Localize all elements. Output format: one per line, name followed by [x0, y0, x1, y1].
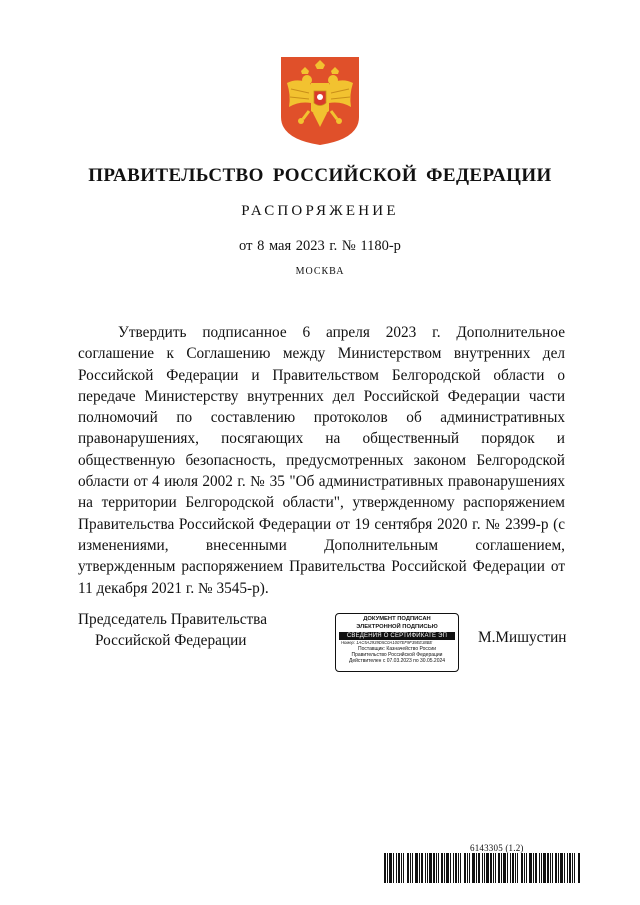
- barcode-bar: [521, 853, 523, 883]
- barcode-bar: [410, 853, 411, 883]
- barcode-bar: [510, 853, 511, 883]
- signer-position-line1: Председатель Правительства: [78, 611, 267, 628]
- barcode-bar: [484, 853, 485, 883]
- document-place: МОСКВА: [295, 266, 345, 277]
- barcode-bar: [436, 853, 437, 883]
- barcode-bar: [427, 853, 428, 883]
- barcode-bar: [460, 853, 461, 883]
- barcode-bar: [425, 853, 426, 883]
- barcode-bar: [541, 853, 542, 883]
- barcode-bar: [533, 853, 534, 883]
- barcode-bar: [389, 853, 392, 883]
- barcode-bar: [539, 853, 540, 883]
- barcode-bar: [467, 853, 468, 883]
- barcode-bar: [552, 853, 553, 883]
- barcode-bar: [438, 853, 439, 883]
- barcode-bar: [555, 853, 557, 883]
- barcode-bar: [393, 853, 394, 883]
- russian-coat-of-arms-icon: [279, 55, 361, 146]
- electronic-signature-stamp: [335, 613, 459, 672]
- barcode-bar: [450, 853, 451, 883]
- barcode-bar: [529, 853, 532, 883]
- ecp-validity: Действителен с 07.03.2023 по 30.05.2024: [348, 657, 446, 664]
- barcode-bar: [574, 853, 575, 883]
- barcode-bar: [429, 853, 432, 883]
- barcode-icon: [384, 853, 580, 883]
- barcode-bar: [524, 853, 525, 883]
- barcode-bar: [387, 853, 388, 883]
- signer-position: [78, 609, 298, 651]
- barcode-bar: [564, 853, 565, 883]
- document-body: Утвердить подписанное 6 апреля 2023 г. Дополнительное соглашение к Соглашению между Министерством внутренних дел Российской Федерации и Правительством Белгородской области о передаче Министерству внутренних дел Российской Федерации части полномочий по составлению протоколов об административных правонарушениях, посягающих на общественный порядок и общественную безопасность, предусмотренных законом Белгородской области от 4 июля 2002 г. № 35 "Об административных правонарушениях на территории Белгородской области", утвержденному распоряжением Правительства Российской Федерации от 19 сентября 2020 г. № 2399-р (с изменениями, внесенными Дополнительным соглашением, утвержденным распоряжением Правительства Российской Федерации от 11 декабря 2021 г. № 3545-р).: [78, 324, 565, 597]
- barcode-bar: [476, 853, 477, 883]
- barcode-bar: [512, 853, 514, 883]
- barcode-bar: [401, 853, 402, 883]
- ecp-title-line1: ДОКУМЕНТ ПОДПИСАН: [363, 616, 431, 622]
- barcode-bar: [507, 853, 508, 883]
- barcode-bar: [446, 853, 449, 883]
- barcode-bar: [560, 853, 563, 883]
- ecp-owner-line2: Правительство Российской Федерации: [351, 651, 443, 658]
- barcode-bar: [464, 853, 466, 883]
- barcode-bar: [578, 853, 580, 883]
- barcode-bar: [441, 853, 443, 883]
- barcode-bar: [515, 853, 516, 883]
- barcode-bar: [517, 853, 518, 883]
- barcode-bar: [486, 853, 489, 883]
- barcode-bar: [503, 853, 506, 883]
- barcode-bar: [396, 853, 397, 883]
- signer-name: М.Мишустин: [478, 629, 567, 646]
- barcode-bar: [444, 853, 445, 883]
- barcode-bar: [501, 853, 502, 883]
- barcode-bar: [469, 853, 470, 883]
- barcode-bar: [547, 853, 549, 883]
- barcode-bar: [569, 853, 571, 883]
- ecp-certificate-label: СВЕДЕНИЯ О СЕРТИФИКАТЕ ЭП: [339, 632, 455, 640]
- barcode-bar: [398, 853, 400, 883]
- barcode-bar: [455, 853, 457, 883]
- barcode-bar: [498, 853, 500, 883]
- ecp-title-line2: ЭЛЕКТРОННОЙ ПОДПИСЬЮ: [356, 624, 438, 631]
- barcode-bar: [407, 853, 409, 883]
- barcode-bar: [433, 853, 435, 883]
- barcode-bar: [412, 853, 413, 883]
- government-title: ПРАВИТЕЛЬСТВО РОССИЙСКОЙ ФЕДЕРАЦИИ: [88, 165, 552, 186]
- barcode-bar: [490, 853, 492, 883]
- barcode-bar: [403, 853, 404, 883]
- ecp-owner-line1: Поставщик: Казначейство России: [357, 645, 436, 652]
- document-date-number: от 8 мая 2023 г. № 1180-р: [239, 238, 401, 254]
- barcode-bar: [567, 853, 568, 883]
- barcode-bar: [535, 853, 537, 883]
- barcode-bar: [482, 853, 483, 883]
- barcode-bar: [419, 853, 420, 883]
- barcode-bar: [550, 853, 551, 883]
- barcode-bar: [558, 853, 559, 883]
- barcode-bar: [493, 853, 494, 883]
- ecp-certificate-number: Номер: 1AC5A2939D5C0A1007EF9F39EE38BE: [341, 639, 433, 645]
- barcode-bar: [572, 853, 573, 883]
- barcode-bar: [458, 853, 459, 883]
- barcode-bar: [453, 853, 454, 883]
- barcode-bar: [495, 853, 496, 883]
- barcode-bar: [415, 853, 418, 883]
- barcode-bar: [478, 853, 480, 883]
- barcode-bar: [526, 853, 527, 883]
- document-type: РАСПОРЯЖЕНИЕ: [241, 203, 399, 219]
- barcode-bar: [543, 853, 546, 883]
- signer-position-line2: Российской Федерации: [95, 632, 247, 649]
- barcode-bar: [472, 853, 475, 883]
- document-code: 6143305 (1.2): [470, 843, 524, 853]
- barcode-bar: [384, 853, 386, 883]
- barcode-bar: [421, 853, 423, 883]
